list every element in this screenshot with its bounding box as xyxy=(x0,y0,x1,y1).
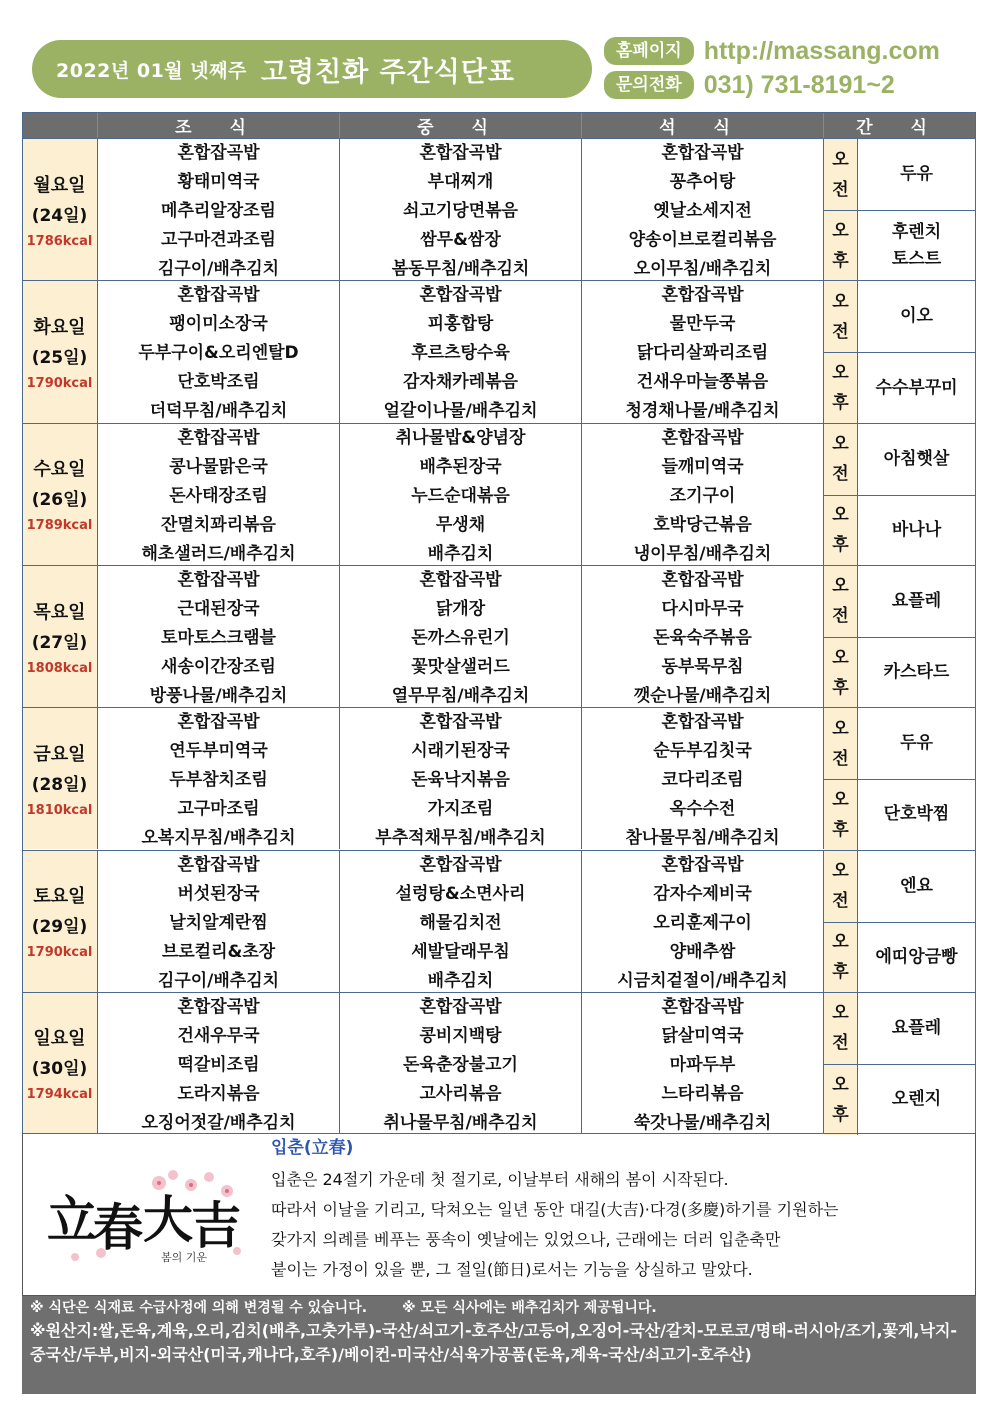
menu-item: 세발달래무침 xyxy=(411,941,510,962)
menu-item: 돈육숙주볶음 xyxy=(653,627,752,648)
menu-item: 혼합잡곡밥 xyxy=(177,712,260,733)
homepage-label: 홈페이지 xyxy=(604,37,694,65)
menu-item: 토마토스크램블 xyxy=(161,627,276,648)
menu-item: 부대찌개 xyxy=(427,172,494,192)
snack-pm-char: 오 xyxy=(832,789,849,810)
day-row xyxy=(22,707,976,849)
menu-item: 새송이간장조림 xyxy=(161,656,276,677)
menu-item: 메추리알장조림 xyxy=(161,201,276,221)
snack-pm-char: 후 xyxy=(832,1104,849,1125)
day-date: (29일) xyxy=(31,917,88,938)
menu-item: 오이무침/배추김치 xyxy=(633,259,772,279)
lunch-cell xyxy=(340,566,582,707)
menu-item: 배추김치 xyxy=(427,970,494,991)
day-row xyxy=(22,992,976,1134)
snack-pm-char: 후 xyxy=(832,535,849,556)
snack-pm-char: 오 xyxy=(832,932,849,953)
snack-pm-label xyxy=(824,637,858,708)
menu-item: 누드순대볶음 xyxy=(411,485,510,506)
footer-note-change: ※ 식단은 식재료 수급사정에 의해 변경될 수 있습니다. xyxy=(30,1300,368,1316)
day-kcal: 1789kcal xyxy=(26,518,93,534)
day-cell xyxy=(22,139,98,280)
menu-item: 무생채 xyxy=(435,514,486,535)
snack-pm-char: 오 xyxy=(832,363,849,383)
menu-item: 혼합잡곡밥 xyxy=(419,854,502,875)
snack-am-char: 전 xyxy=(832,321,849,342)
day-kcal: 1810kcal xyxy=(26,802,93,818)
breakfast-cell xyxy=(98,424,340,565)
day-kcal: 1786kcal xyxy=(26,233,93,249)
snack-pm-label xyxy=(824,495,858,566)
menu-item: 혼합잡곡밥 xyxy=(419,996,502,1017)
menu-item: 시래기된장국 xyxy=(411,741,510,762)
snack-am-name: 엔요 xyxy=(858,851,976,922)
snack-am-char: 전 xyxy=(832,891,849,912)
snack-divider xyxy=(824,210,976,211)
day-kcal: 1790kcal xyxy=(26,375,93,391)
snack-am-label xyxy=(824,851,858,922)
menu-item: 오리훈제구이 xyxy=(653,912,752,933)
menu-item: 후르츠탕수육 xyxy=(411,343,510,364)
day-date: (27일) xyxy=(31,632,88,653)
menu-item: 냉이무침/배추김치 xyxy=(633,543,772,564)
ipchun-line: 입춘은 24절기 가운데 첫 절기로, 이날부터 새해의 봄이 시작된다. xyxy=(271,1170,729,1189)
menu-item: 두부구이&오리엔탈D xyxy=(138,343,299,364)
breakfast-cell xyxy=(98,708,340,849)
menu-item: 고구마조림 xyxy=(177,799,260,820)
snack-am-name: 이오 xyxy=(858,281,976,352)
footer-note-kimchi: ※ 모든 식사에는 배추김치가 제공됩니다. xyxy=(401,1300,657,1316)
day-name: 목요일 xyxy=(33,601,86,623)
menu-item: 김구이/배추김치 xyxy=(157,970,280,991)
menu-item: 혼합잡곡밥 xyxy=(177,427,260,448)
day-cell xyxy=(22,708,98,849)
ipchun-title: 입춘(立春) xyxy=(271,1138,354,1158)
menu-item: 옥수수전 xyxy=(669,799,736,820)
footer-origin: ※원산지:쌀,돈육,계육,오리,김치(배추,고춧가루)-국산/쇠고기-호주산/고등어,오징어-국산/갈치-모로코/명태-러시아/조기,꽃게,낙지-중국산/두부,비지-외국산(미국,캐나다,호주)/베이컨-미국산/식육가공품(돈육,계육-국산/쇠고기-호주산) xyxy=(30,1321,958,1364)
menu-item: 고구마견과조림 xyxy=(161,230,276,250)
snack-pm-label xyxy=(824,352,858,423)
day-date: (25일) xyxy=(31,347,88,368)
menu-item: 참나물무침/배추김치 xyxy=(625,828,780,849)
menu-item: 황태미역국 xyxy=(177,172,260,192)
dinner-cell xyxy=(582,281,824,422)
lunch-cell xyxy=(340,424,582,565)
breakfast-cell xyxy=(98,851,340,992)
menu-item: 버섯된장국 xyxy=(177,883,260,904)
day-cell xyxy=(22,993,98,1134)
menu-item: 감자수제비국 xyxy=(653,883,752,904)
menu-item: 혼합잡곡밥 xyxy=(419,569,502,590)
menu-item: 방풍나물/배추김치 xyxy=(149,685,288,706)
svg-text:立: 立 xyxy=(47,1190,97,1249)
menu-item: 도라지볶음 xyxy=(177,1083,260,1104)
menu-item: 단호박조림 xyxy=(177,372,260,393)
header-blank xyxy=(22,112,98,138)
menu-item: 양송이브로컬리볶음 xyxy=(628,230,777,250)
ipchun-line: 갖가지 의례를 베푸는 풍속이 옛날에는 있었으나, 근래에는 더러 입춘축만 xyxy=(271,1230,781,1249)
header-breakfast: 조 식 xyxy=(98,112,340,138)
menu-item: 근대된장국 xyxy=(177,598,260,619)
menu-item: 느타리볶음 xyxy=(661,1083,744,1104)
menu-item: 호박당근볶음 xyxy=(653,514,752,535)
day-kcal: 1790kcal xyxy=(26,945,93,961)
menu-item: 혼합잡곡밥 xyxy=(661,285,744,306)
menu-item: 쌈무&쌈장 xyxy=(420,230,501,250)
menu-item: 물만두국 xyxy=(669,314,736,335)
snack-am-char: 전 xyxy=(832,606,849,627)
day-row xyxy=(22,565,976,707)
snack-am-char: 오 xyxy=(832,1003,849,1024)
snack-pm-char: 후 xyxy=(832,962,849,983)
snack-pm-name: 바나나 xyxy=(858,495,976,566)
menu-item: 깻순나물/배추김치 xyxy=(633,685,772,706)
phone-number: 031) 731-8191~2 xyxy=(703,70,895,99)
menu-item: 봄동무침/배추김치 xyxy=(391,259,530,279)
header-snack: 간 식 xyxy=(824,112,976,138)
menu-item: 혼합잡곡밥 xyxy=(661,712,744,733)
footer-notes xyxy=(22,1296,976,1394)
day-date: (26일) xyxy=(31,490,88,511)
day-date: (28일) xyxy=(31,774,88,795)
menu-item: 돈사태장조림 xyxy=(169,485,268,506)
svg-text:吉: 吉 xyxy=(191,1196,241,1255)
snack-am-char: 오 xyxy=(832,149,849,170)
day-date: (30일) xyxy=(31,1059,88,1080)
menu-item: 양배추쌈 xyxy=(669,941,736,962)
snack-am-char: 전 xyxy=(832,748,849,769)
menu-item: 건새우무국 xyxy=(177,1025,260,1046)
menu-item: 날치알계란찜 xyxy=(169,912,268,933)
menu-item: 돈육춘장불고기 xyxy=(403,1054,518,1075)
snack-divider xyxy=(824,637,976,638)
title-banner xyxy=(32,40,592,98)
menu-item: 오징어젓갈/배추김치 xyxy=(141,1112,296,1133)
snack-pm-label xyxy=(824,922,858,993)
snack-pm-name: 에띠앙금빵 xyxy=(858,922,976,993)
snack-am-char: 오 xyxy=(832,718,849,739)
menu-item: 혼합잡곡밥 xyxy=(661,854,744,875)
menu-item: 브로컬리&초장 xyxy=(161,941,276,962)
menu-item: 꽃맛살샐러드 xyxy=(411,656,510,677)
menu-item: 감자채카레볶음 xyxy=(403,372,518,393)
menu-item: 배추김치 xyxy=(427,543,494,564)
dinner-cell xyxy=(582,566,824,707)
menu-item: 쇠고기당면볶음 xyxy=(403,201,518,221)
snack-divider xyxy=(824,352,976,353)
snack-am-char: 전 xyxy=(832,1033,849,1054)
snack-am-name: 아침햇살 xyxy=(858,424,976,495)
menu-item: 연두부미역국 xyxy=(169,741,268,762)
menu-item: 잔멸치꽈리볶음 xyxy=(161,514,276,535)
snack-pm-char: 후 xyxy=(832,677,849,698)
calligraphy-sub: 봄의 기운 xyxy=(161,1251,208,1264)
day-date: (24일) xyxy=(31,205,88,226)
homepage-row xyxy=(604,36,940,66)
menu-item: 쑥갓나물/배추김치 xyxy=(633,1112,772,1133)
day-name: 일요일 xyxy=(33,1028,86,1050)
menu-item: 혼합잡곡밥 xyxy=(419,285,502,306)
menu-item: 다시마무국 xyxy=(661,598,744,619)
ipchun-calligraphy xyxy=(41,1157,251,1269)
menu-item: 해초샐러드/배추김치 xyxy=(141,543,296,564)
breakfast-cell xyxy=(98,139,340,280)
dinner-cell xyxy=(582,851,824,992)
menu-item: 해물김치전 xyxy=(419,912,502,933)
snack-pm-char: 후 xyxy=(832,819,849,840)
menu-item: 순두부김칫국 xyxy=(653,741,752,762)
menu-item: 닭살미역국 xyxy=(661,1025,744,1046)
lunch-cell xyxy=(340,708,582,849)
menu-item: 혼합잡곡밥 xyxy=(177,569,260,590)
day-cell xyxy=(22,424,98,565)
menu-item: 취나물무침/배추김치 xyxy=(383,1112,538,1133)
snack-am-label xyxy=(824,281,858,352)
snack-divider xyxy=(824,922,976,923)
snack-pm-char: 후 xyxy=(832,250,849,271)
header-dinner: 석 식 xyxy=(582,112,824,138)
menu-item: 돈까스유린기 xyxy=(411,627,510,648)
snack-am-name: 두유 xyxy=(858,708,976,779)
snack-am-char: 전 xyxy=(832,179,849,200)
day-cell xyxy=(22,851,98,992)
snack-am-name: 두유 xyxy=(858,139,976,210)
lunch-cell xyxy=(340,281,582,422)
menu-item: 혼합잡곡밥 xyxy=(177,143,260,163)
snack-am-label xyxy=(824,993,858,1064)
ipchun-section xyxy=(22,1133,976,1296)
snack-pm-label xyxy=(824,779,858,850)
lunch-cell xyxy=(340,993,582,1134)
day-name: 월요일 xyxy=(33,174,86,196)
menu-item: 시금치겉절이/배추김치 xyxy=(617,970,788,991)
menu-item: 혼합잡곡밥 xyxy=(661,427,744,448)
snack-am-label xyxy=(824,424,858,495)
dinner-cell xyxy=(582,139,824,280)
day-cell xyxy=(22,566,98,707)
snack-am-char: 오 xyxy=(832,576,849,597)
menu-item: 옛날소세지전 xyxy=(653,201,752,221)
header-lunch: 중 식 xyxy=(340,112,582,138)
menu-item: 콩비지백탕 xyxy=(419,1025,502,1046)
menu-item: 조기구이 xyxy=(669,485,736,506)
day-row xyxy=(22,423,976,565)
dinner-cell xyxy=(582,993,824,1134)
phone-label: 문의전화 xyxy=(604,71,694,99)
menu-item: 혼합잡곡밥 xyxy=(661,143,744,163)
day-row xyxy=(22,138,976,280)
page-title: 고령친화 주간식단표 xyxy=(260,56,515,88)
snack-pm-name: 수수부꾸미 xyxy=(858,352,976,423)
dinner-cell xyxy=(582,424,824,565)
menu-item: 고사리볶음 xyxy=(419,1083,502,1104)
menu-item: 부추적채무침/배추김치 xyxy=(375,828,546,849)
homepage-link[interactable]: http://massang.com xyxy=(703,36,940,65)
snack-pm-name: 후렌치 토스트 xyxy=(858,210,976,281)
snack-pm-name: 오렌지 xyxy=(858,1064,976,1135)
menu-item: 동부묵무침 xyxy=(661,656,744,677)
day-name: 화요일 xyxy=(33,316,86,338)
snack-pm-label xyxy=(824,1064,858,1135)
menu-item: 건새우마늘쫑볶음 xyxy=(636,372,769,393)
menu-table xyxy=(22,112,976,1134)
day-kcal: 1808kcal xyxy=(26,660,93,676)
menu-item: 팽이미소장국 xyxy=(169,314,268,335)
menu-item: 가지조림 xyxy=(427,799,494,820)
menu-item: 혼합잡곡밥 xyxy=(419,143,502,163)
snack-pm-name: 카스타드 xyxy=(858,637,976,708)
snack-pm-char: 오 xyxy=(832,505,849,526)
snack-divider xyxy=(824,1064,976,1065)
menu-item: 혼합잡곡밥 xyxy=(177,285,260,306)
menu-item: 혼합잡곡밥 xyxy=(661,569,744,590)
day-name: 금요일 xyxy=(33,743,86,765)
menu-item: 닭개장 xyxy=(435,598,486,619)
menu-item: 열무무침/배추김치 xyxy=(391,685,530,706)
dinner-cell xyxy=(582,708,824,849)
menu-item: 혼합잡곡밥 xyxy=(177,996,260,1017)
snack-am-char: 오 xyxy=(832,861,849,882)
menu-item: 닭다리살꽈리조림 xyxy=(636,343,769,364)
week-label: 2022년 01월 넷째주 xyxy=(56,59,247,82)
snack-pm-char: 오 xyxy=(832,647,849,668)
snack-am-name: 요플레 xyxy=(858,993,976,1064)
svg-text:大: 大 xyxy=(143,1190,193,1249)
menu-item: 코다리조림 xyxy=(661,770,744,791)
menu-item: 돈육낙지볶음 xyxy=(411,770,510,791)
day-name: 토요일 xyxy=(33,886,86,908)
snack-am-label xyxy=(824,139,858,210)
ipchun-line: 붙이는 가정이 있을 뿐, 그 절일(節日)로서는 기능을 상실하고 말았다. xyxy=(271,1260,753,1279)
snack-divider xyxy=(824,495,976,496)
breakfast-cell xyxy=(98,281,340,422)
menu-item: 얼갈이나물/배추김치 xyxy=(383,401,538,422)
menu-item: 혼합잡곡밥 xyxy=(177,854,260,875)
breakfast-cell xyxy=(98,993,340,1134)
snack-pm-name: 단호박찜 xyxy=(858,779,976,850)
breakfast-cell xyxy=(98,566,340,707)
lunch-cell xyxy=(340,139,582,280)
snack-divider xyxy=(824,779,976,780)
menu-item: 청경채나물/배추김치 xyxy=(625,401,780,422)
menu-item: 떡갈비조림 xyxy=(177,1054,260,1075)
lunch-cell xyxy=(340,851,582,992)
day-name: 수요일 xyxy=(33,459,86,481)
day-row xyxy=(22,280,976,422)
day-kcal: 1794kcal xyxy=(26,1087,93,1103)
snack-pm-char: 후 xyxy=(832,393,849,413)
menu-item: 김구이/배추김치 xyxy=(157,259,280,279)
phone-row xyxy=(604,70,895,100)
snack-pm-char: 오 xyxy=(832,220,849,241)
snack-am-char: 오 xyxy=(832,434,849,455)
snack-am-label xyxy=(824,566,858,637)
menu-item: 피홍합탕 xyxy=(427,314,494,335)
menu-item: 혼합잡곡밥 xyxy=(661,996,744,1017)
ipchun-line: 따라서 이날을 기리고, 닥쳐오는 일년 동안 대길(大吉)·다경(多慶)하기를 기원하는 xyxy=(271,1200,839,1219)
day-cell xyxy=(22,281,98,422)
snack-am-name: 요플레 xyxy=(858,566,976,637)
snack-am-char: 오 xyxy=(832,291,849,312)
menu-item: 오복지무침/배추김치 xyxy=(141,828,296,849)
snack-am-char: 전 xyxy=(832,464,849,485)
menu-item: 설렁탕&소면사리 xyxy=(395,883,526,904)
menu-item: 혼합잡곡밥 xyxy=(419,712,502,733)
menu-item: 들깨미역국 xyxy=(661,456,744,477)
snack-pm-label xyxy=(824,210,858,281)
snack-am-label xyxy=(824,708,858,779)
svg-text:春: 春 xyxy=(93,1198,143,1257)
menu-item: 콩나물맑은국 xyxy=(169,456,268,477)
menu-item: 배추된장국 xyxy=(419,456,502,477)
day-row xyxy=(22,850,976,992)
menu-item: 취나물밥&양념장 xyxy=(395,427,526,448)
menu-item: 꽁추어탕 xyxy=(669,172,736,192)
menu-item: 마파두부 xyxy=(669,1054,736,1075)
snack-pm-char: 오 xyxy=(832,1074,849,1095)
menu-item: 더덕무침/배추김치 xyxy=(149,401,288,422)
menu-item: 두부참치조림 xyxy=(169,770,268,791)
